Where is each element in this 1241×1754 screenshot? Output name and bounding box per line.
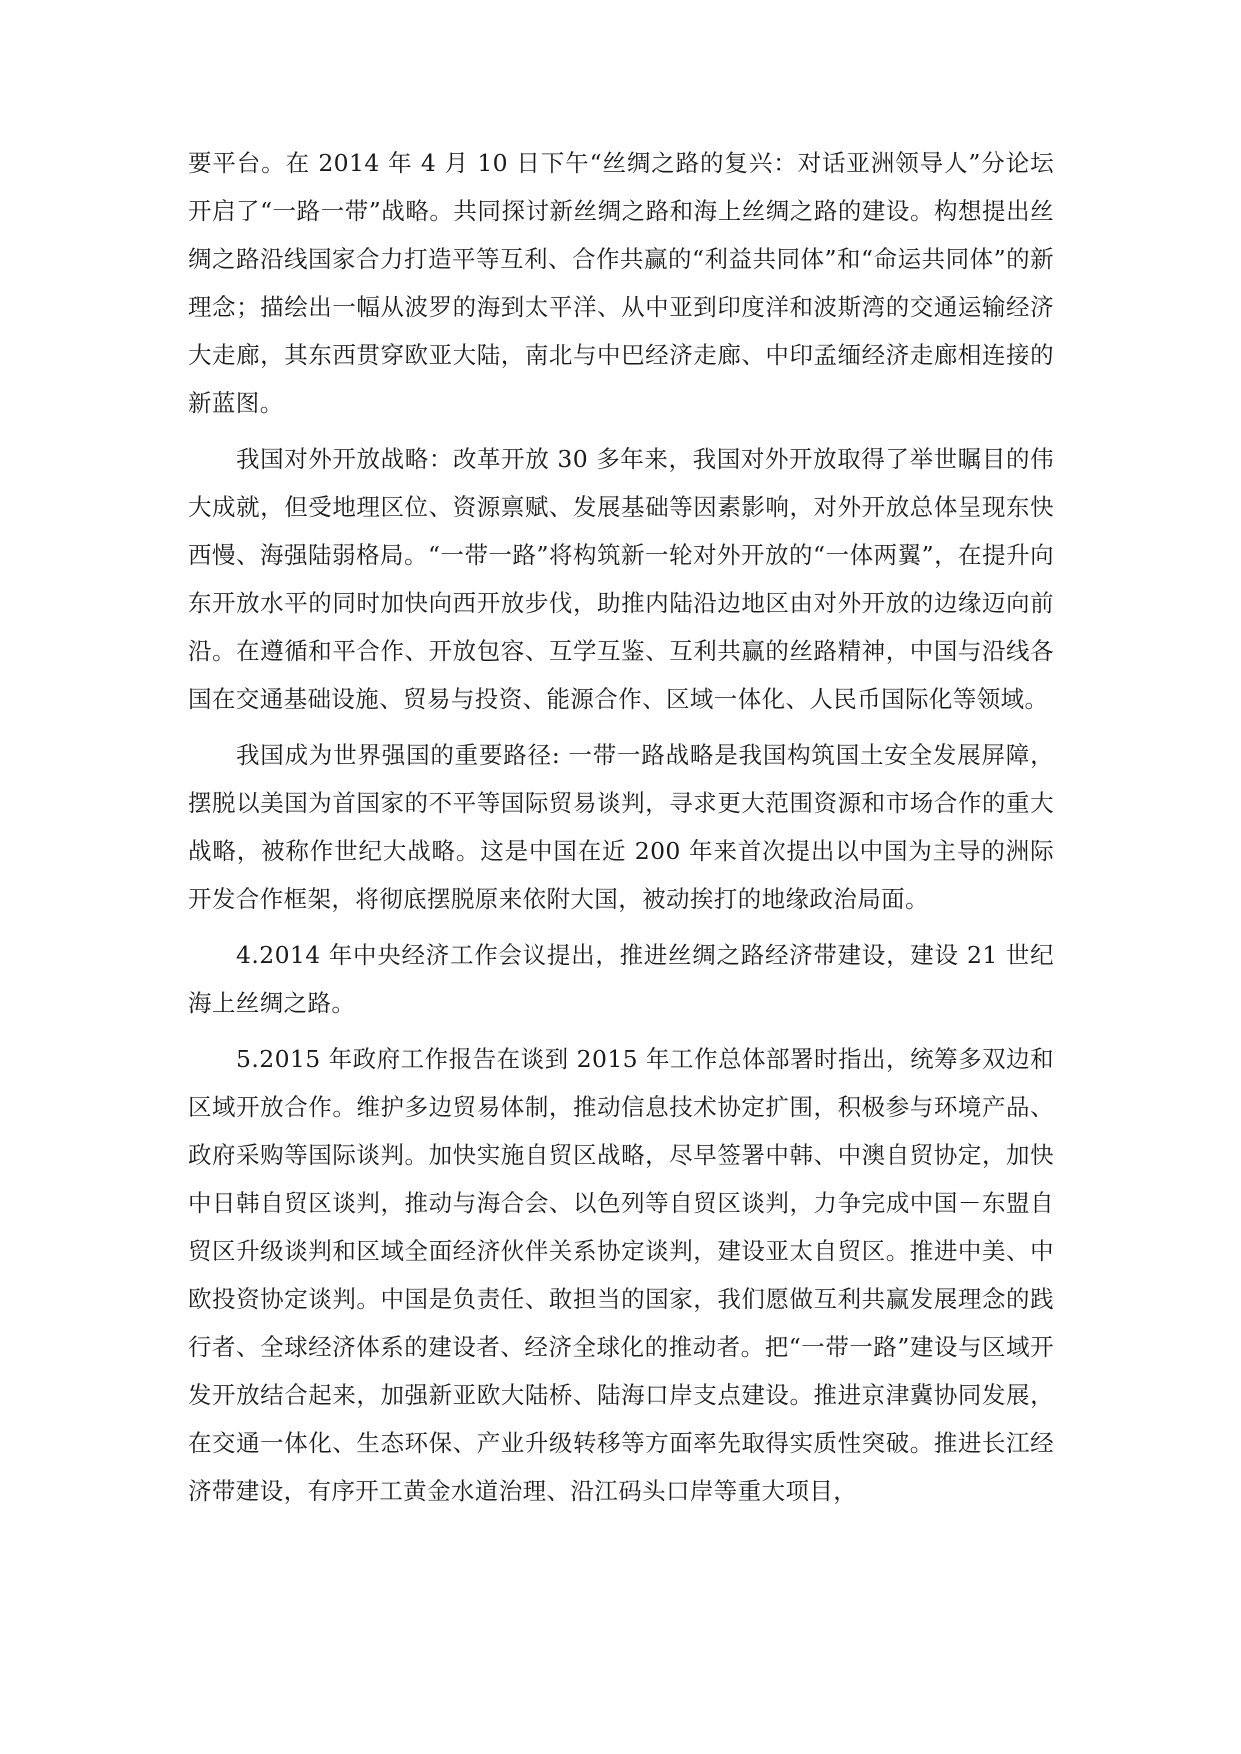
paragraph-2015-report: 5.2015 年政府工作报告在谈到 2015 年工作总体部署时指出，统筹多双边和区域开放合作。维护多边贸易体制，推动信息技术协定扩围，积极参与环境产品、政府采购等国际谈判。加快实施自贸区战略，尽早签署中韩、中澳自贸协定，加快中日韩自贸区谈判，推动与海合会、以色列等自贸区谈判，力争完成中国－东盟自贸区升级谈判和区域全面经济伙伴关系协定谈判，建设亚太自贸区。推进中美、中欧投资协定谈判。中国是负责任、敢担当的国家，我们愿做互利共赢发展理念的践行者、全球经济体系的建设者、经济全球化的推动者。把“一带一路”建设与区域开发开放结合起来，加强新亚欧大陆桥、陆海口岸支点建设。推进京津冀协同发展，在交通一体化、生态环保、产业升级转移等方面率先取得实质性突破。推进长江经济带建设，有序开工黄金水道治理、沿江码头口岸等重大项目， bbox=[188, 1045, 1054, 1505]
paragraph-2014-conference: 4.2014 年中央经济工作会议提出，推进丝绸之路经济带建设，建设 21 世纪海上丝绸之路。 bbox=[188, 941, 1054, 1017]
paragraph-continued: 要平台。在 2014 年 4 月 10 日下午“丝绸之路的复兴：对话亚洲领导人”分论坛开启了“一路一带”战略。共同探讨新丝绸之路和海上丝绸之路的建设。构想提出丝绸之路沿线国家合力打造平等互利、合作共赢的“利益共同体”和“命运共同体”的新理念；描绘出一幅从波罗的海到太平洋、从中亚到印度洋和波斯湾的交通运输经济大走廊，其东西贯穿欧亚大陆，南北与中巴经济走廊、中印孟缅经济走廊相连接的新蓝图。 bbox=[188, 149, 1054, 417]
paragraph-opening-strategy: 我国对外开放战略：改革开放 30 多年来，我国对外开放取得了举世瞩目的伟大成就，但受地理区位、资源禀赋、发展基础等因素影响，对外开放总体呈现东快西慢、海强陆弱格局。“一带一路”将构筑新一轮对外开放的“一体两翼”，在提升向东开放水平的同时加快向西开放步伐，助推内陆沿边地区由对外开放的边缘迈向前沿。在遵循和平合作、开放包容、互学互鉴、互利共赢的丝路精神，中国与沿线各国在交通基础设施、贸易与投资、能源合作、区域一体化、人民币国际化等领域。 bbox=[188, 445, 1054, 713]
document-body bbox=[188, 139, 1054, 1523]
paragraph-great-power-path: 我国成为世界强国的重要路径: 一带一路战略是我国构筑国土安全发展屏障，摆脱以美国为首国家的不平等国际贸易谈判，寻求更大范围资源和市场合作的重大战略，被称作世纪大战略。这是中国在近 200 年来首次提出以中国为主导的洲际开发合作框架，将彻底摆脱原来依附大国，被动挨打的地缘政治局面。 bbox=[188, 741, 1054, 913]
